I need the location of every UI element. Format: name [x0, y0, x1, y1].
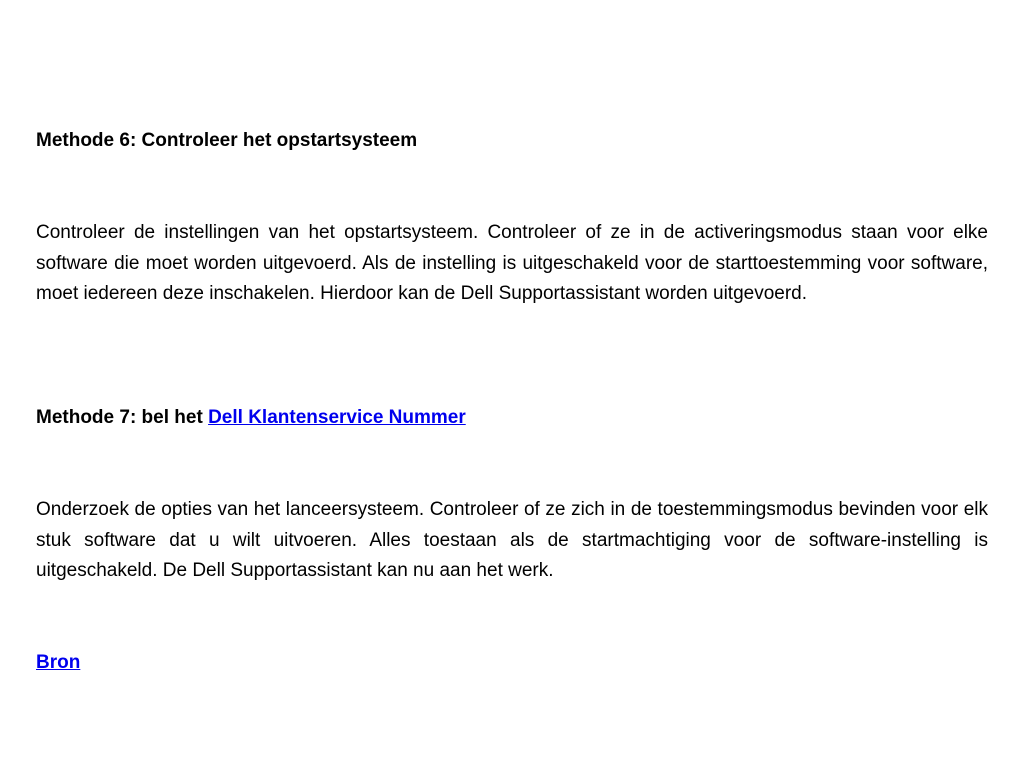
method-7-heading [36, 403, 466, 433]
method-7-paragraph: Onderzoek de opties van het lanceersysteem. Controleer of ze zich in de toestemmingsmodus bevinden voor elk stuk software dat u wilt uitvoeren. Alles toestaan als de startmachtiging voor de software-instelling is uitgeschakeld. De Dell Supportassistant kan nu aan het werk. [36, 499, 988, 582]
method-6-heading-text: Methode 6: Controleer het opstartsysteem [36, 130, 418, 151]
dell-klantenservice-link[interactable]: Dell Klantenservice Nummer [208, 407, 466, 428]
slide [36, 0, 988, 768]
source-line [36, 648, 80, 678]
method-6-paragraph: Controleer de instellingen van het opstartsysteem. Controleer of ze in de activeringsmodus staan voor elke software die moet worden uitgevoerd. Als de instelling is uitgeschakeld voor de starttoestemming voor software, moet iedereen deze inschakelen. Hierdoor kan de Dell Supportassistant worden uitgevoerd. [36, 222, 988, 305]
source-link[interactable]: Bron [36, 652, 81, 673]
method-6-heading [36, 126, 417, 156]
method-7-heading-text: Methode 7: bel het [36, 407, 209, 428]
